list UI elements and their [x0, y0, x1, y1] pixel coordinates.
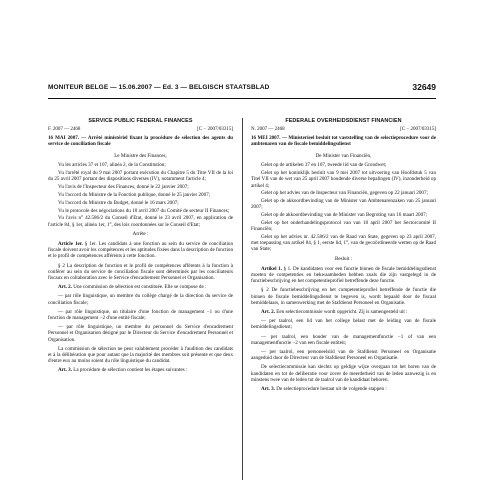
article-label: Art. 2. — [261, 308, 276, 315]
recital: Gelet op het koninklijk besluit van 9 mei 2007 tot uitvoering van Hoofdstuk 5 van Titel VII van de wet van 25 april 2007 houdende diverse bepalingen (IV), inzonderheid op artikel 4; — [251, 170, 436, 189]
header-title: MONITEUR BELGE — 15.06.2007 — Ed. 3 — BELGISCH STAATSBLAD — [48, 84, 270, 91]
list-item: — par rôle linguistique, un titulaire d'une fonction de management −1 ou d'une fonction de management −2 d'une entité fiscale; — [48, 308, 233, 321]
article — [48, 263, 233, 282]
article-text: Een selectiecommissie wordt opgericht. Zij is samengesteld uit : — [275, 308, 408, 315]
article-text: § 1er. Les candidats à une fonction au sein du service de conciliation fiscale doivent avoir les compétences et les aptitudes fixées dans la description de fonction et le profil de compétences afférents à cette fonction. — [48, 240, 233, 260]
list-item: — per taalrol, een houder van de managementfunctie −1 of van een managementfunctie −2 van een fiscale entiteit; — [251, 333, 436, 346]
closing-paragraph: De selectiecommissie kan slechts op geldige wijze overgaan tot het horen van de kandidaten en tot de deliberatie voor zover de meerderheid van de leden aanwezig is en minstens twee van de leden tot de taalrol van de kandidaat behoren. — [251, 364, 436, 383]
recital: Gelet op de artikelen 37 en 107, tweede lid van de Grondwet; — [261, 162, 387, 169]
recital: Gelet op het onderhandelingsprotocol van van 18 april 2007 het Sectorcomité II Financiën; — [251, 219, 436, 233]
recital: Vu l'accord du Ministre de la Fonction publique, donné le 25 janvier 2007; — [58, 191, 211, 198]
recital: Vu l'accord du Ministre du Budget, donné le 16 mars 2007; — [58, 199, 179, 206]
article — [251, 309, 436, 315]
list-item: — per taalrol, een personeelslid van de Stafdienst Personeel en Organisatie aangeduid door de Directeur van de Stafdienst Personeel en Organisatie. — [251, 348, 436, 362]
recital: Gelet op het advies nr. 42.586/2 van de Raad van State, gegeven op 23 april 2007, met toepassing van artikel 84, § 1, eerste lid, 1°, van de gecoördineerde wetten op de Raad van State; — [251, 233, 436, 253]
section-title: FEDERALE OVERHEIDSDIENST FINANCIEN — [285, 118, 402, 124]
article-label: Artikel 1. — [261, 265, 282, 272]
recital: Gelet op het advies van de Inspecteur van Financiën, gegeven op 22 januari 2007; — [261, 190, 428, 197]
reference-number: N. 2007 — 2468 — [251, 127, 285, 133]
reference-code: [C − 2007/03315] — [197, 127, 233, 133]
enacting-clause: Besluit : — [334, 255, 353, 262]
list-item: — per taalrol, een lid van het college belast met de leiding van de fiscale bemiddelingsdienst; — [251, 318, 436, 331]
article-label: Article 1er. — [58, 240, 83, 247]
page-number: 32649 — [412, 82, 436, 92]
recital: Vu l'avis de l'Inspecteur des Finances, donné le 22 janvier 2007; — [58, 184, 189, 191]
minister-line: De Minister van Financiën, — [315, 153, 372, 160]
reference-line — [251, 127, 436, 134]
section-title: SERVICE PUBLIC FEDERAL FINANCES — [88, 118, 193, 124]
article — [251, 287, 436, 306]
recital: Vu l'arrêté royal du 9 mai 2007 portant exécution du Chapitre 5 du Titre VII de la loi du 25 avril 2007 portant des dispositions diverses (IV), notamment l'article 4; — [48, 170, 233, 183]
article-label: Art. 3. — [261, 385, 276, 392]
recital: Vu les articles 37 et 107, alinéa 2, de la Constitution; — [58, 162, 166, 169]
minister-line: Le Ministre des Finances, — [114, 153, 167, 160]
article — [48, 241, 233, 260]
article-text: § 1. De kandidaten voor een functie binnen de fiscale bemiddelingsdienst moeten de competenties en bekwaamheden hebben zoals die zijn vastgelegd in de functiebeschrijving en het competentieprofiel betreffende deze functie. — [251, 265, 436, 285]
article-text: Une commission de sélection est constituée. Elle se compose de : — [72, 284, 207, 291]
dutch-column — [251, 118, 436, 395]
recital: Gelet op de akkoordbevinding van de Minister van Begroting van 16 maart 2007; — [261, 212, 428, 219]
article-text: § 2 La description de fonction et le profil de compétences afférents à la fonction à conférer au sein du service de conciliation fiscale sont déterminés par les conciliateurs fiscaux en collaboration avec le Service d'encadrement Personnel et Organisation. — [48, 262, 233, 281]
running-header — [48, 84, 436, 99]
enacting-clause: Arrête : — [132, 230, 149, 237]
article-label: Art. 3. — [58, 367, 73, 374]
article — [251, 266, 436, 285]
article — [251, 386, 436, 392]
article-text: § 2 De functiebeschrijving en het competentieprofiel betreffende de functie die binnen de fiscale bemiddelingsdienst te begeven is, wordt bepaald door de fiscaal bemiddelaars, in samenwerking met de Stafdienst Personeel en Organisatie. — [251, 287, 436, 306]
reference-code: [C − 2007/03315] — [400, 127, 436, 133]
reference-line — [48, 127, 233, 134]
column-divider — [242, 118, 243, 480]
decree-title: 16 MEI 2007. — Ministerieel besluit tot vaststelling van de selectieprocedure voor de ambtenaren van de fiscale bemiddelingsdienst — [251, 134, 436, 147]
list-item: — par rôle linguistique, un membre du personnel du Service d'encadrement Personnel et Organisation désigné par le Directeur du Service d'encadrement Personnel et Organisation. — [48, 324, 233, 343]
french-column — [48, 118, 233, 377]
article — [48, 367, 233, 373]
recital: Vu l'avis n° 42.586/2 du Conseil d'Etat, donné le 23 avril 2007, en application de l'article 84, § 1er, alinéa 1er, 1°, des lois coordonnées sur le Conseil d'Etat; — [48, 215, 233, 228]
closing-paragraph: La commission de sélection ne peut valablement procéder à l'audition des candidats et à la délibération que pour autant que la majorité des membres soit présente et que deux d'entre eux au moins soient du rôle linguistique du candidat. — [48, 345, 233, 365]
recital: Gelet op de akkoordbevinding van de Minister van Ambtenarenzaken van 25 januari 2007; — [251, 198, 436, 211]
article-text: La procédure de sélection contient les étapes suivantes : — [72, 367, 188, 374]
article — [48, 284, 233, 290]
decree-title: 16 MAI 2007. — Arrêté ministériel fixant la procédure de sélection des agents du service de conciliation fiscale — [48, 134, 233, 147]
article-text: De selectieprocedure bestaat uit de volgende stappen : — [275, 385, 387, 392]
columns — [48, 118, 436, 480]
article-label: Art. 2. — [58, 284, 73, 291]
reference-number: F. 2007 — 2468 — [48, 127, 81, 133]
recital: Vu le protocole des négociations du 18 avril 2007 du Comité de secteur II Finances; — [58, 207, 230, 214]
list-item: — par rôle linguistique, un membre du collège chargé de la direction du service de conciliation fiscale; — [48, 293, 233, 306]
